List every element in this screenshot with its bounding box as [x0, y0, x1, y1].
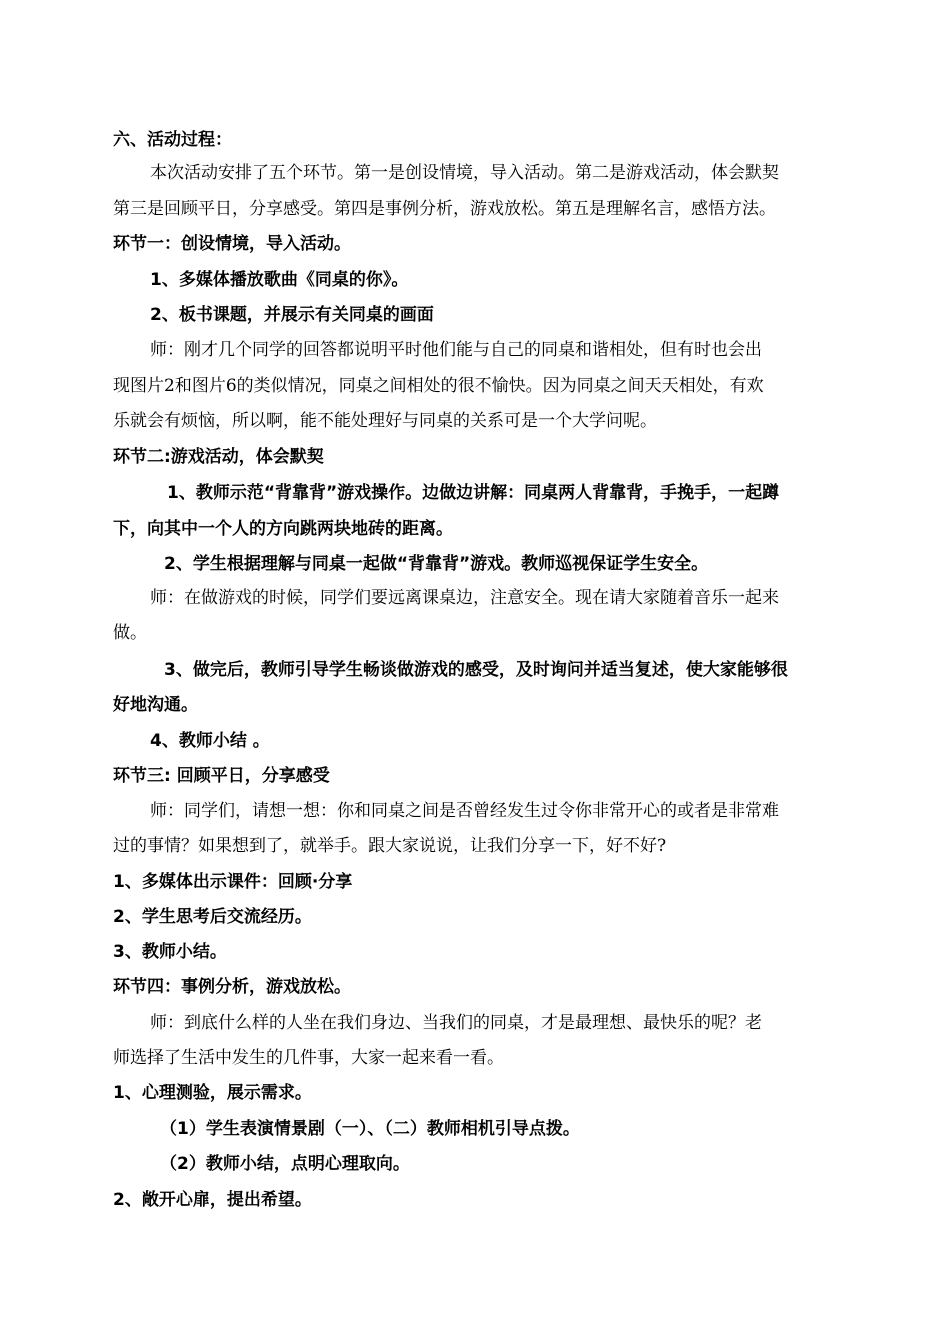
step-heading: 环节三: 回顾平日，分享感受	[113, 766, 330, 786]
sub-list-item: （2）教师小结，点明心理取向。	[160, 1154, 410, 1174]
paragraph-line: 师：同学们，请想一想：你和同桌之间是否曾经发生过令你非常开心的或者是非常难	[150, 801, 779, 821]
list-item: 2、板书课题，并展示有关同桌的画面	[150, 305, 434, 325]
paragraph-line: 第三是回顾平日，分享感受。第四是事例分析，游戏放松。第五是理解名言，感悟方法。	[113, 199, 776, 219]
list-item: 4、教师小结 。	[150, 731, 270, 751]
list-item: 2、敞开心扉，提出希望。	[113, 1190, 312, 1210]
sub-list-item: （1）学生表演情景剧（一）、（二）教师相机引导点拨。	[160, 1119, 580, 1139]
list-item: 1、多媒体出示课件：回顾·分享	[113, 872, 353, 892]
section-heading: 六、活动过程：	[113, 130, 232, 150]
paragraph-line: 师：刚才几个同学的回答都说明平时他们能与自己的同桌和谐相处，但有时也会出	[150, 340, 762, 360]
list-item: 3、教师小结。	[113, 942, 227, 962]
paragraph-line: 过的事情？如果想到了，就举手。跟大家说说，让我们分享一下，好不好?	[113, 836, 667, 856]
list-item: 1、教师示范“背靠背”游戏操作。边做边讲解：同桌两人背靠背，手挽手，一起蹲	[167, 483, 780, 503]
list-item: 1、多媒体播放歌曲《同桌的你》。	[150, 270, 409, 290]
list-item: 1、心理测验，展示需求。	[113, 1083, 312, 1103]
list-item: 2、学生思考后交流经历。	[113, 907, 312, 927]
list-item-continuation: 好地沟通。	[113, 695, 198, 715]
paragraph-line: 本次活动安排了五个环节。第一是创设情境，导入活动。第二是游戏活动，体会默契	[150, 163, 779, 183]
list-item: 2、学生根据理解与同桌一起做“背靠背”游戏。教师巡视保证学生安全。	[164, 554, 709, 574]
step-heading: 环节四：事例分析，游戏放松。	[113, 977, 351, 997]
paragraph-line: 师：在做游戏的时候，同学们要远离课桌边，注意安全。现在请大家随着音乐一起来	[150, 588, 779, 608]
list-item: 3、做完后，教师引导学生畅谈做游戏的感受，及时询问并适当复述，使大家能够很	[164, 660, 788, 680]
paragraph-line: 师：到底什么样的人坐在我们身边、当我们的同桌，才是最理想、最快乐的呢？老	[150, 1013, 762, 1033]
list-item-continuation: 下，向其中一个人的方向跳两块地砖的距离。	[113, 519, 453, 539]
paragraph-line: 师选择了生活中发生的几件事，大家一起来看一看。	[113, 1048, 504, 1068]
step-heading: 环节一：创设情境，导入活动。	[113, 234, 351, 254]
paragraph-line: 做。	[113, 623, 147, 643]
paragraph-line: 乐就会有烦恼，所以啊，能不能处理好与同桌的关系可是一个大学问呢。	[113, 411, 657, 431]
paragraph-line: 现图片2和图片6的类似情况，同桌之间相处的很不愉快。因为同桌之间天天相处，有欢	[113, 376, 764, 396]
step-heading: 环节二:游戏活动，体会默契	[113, 447, 324, 467]
